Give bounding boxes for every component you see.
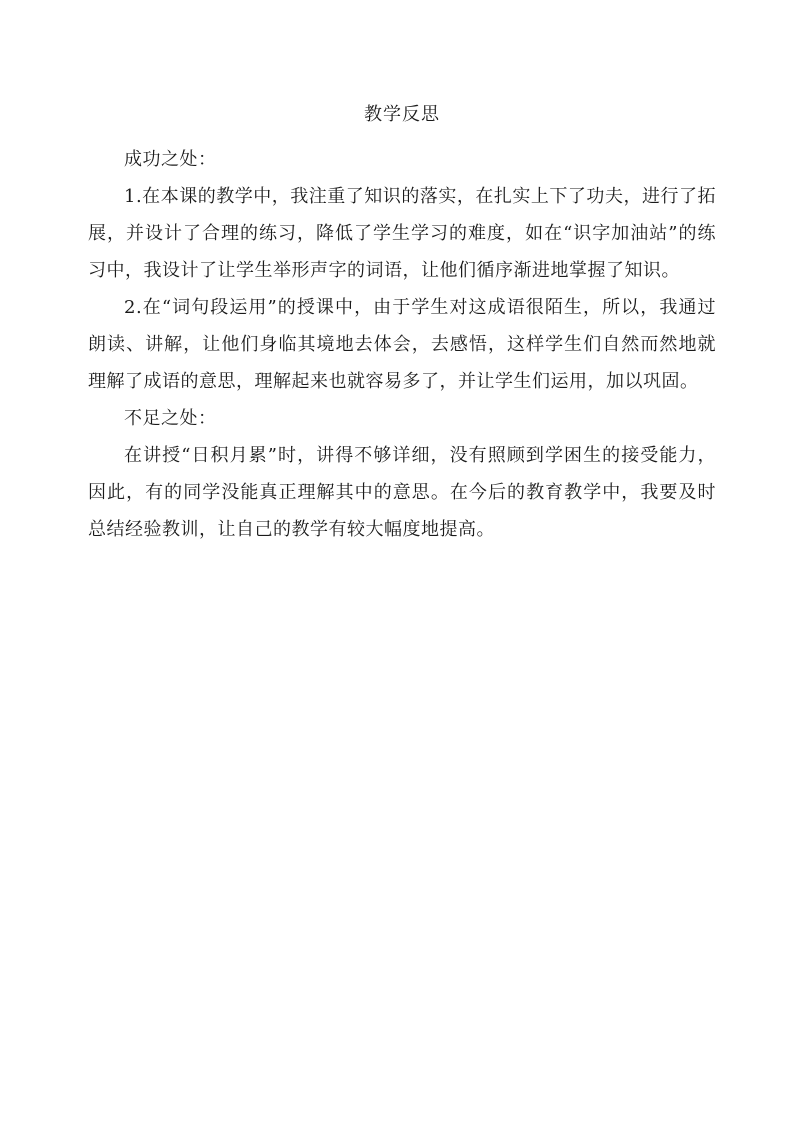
success-heading: 成功之处： [124,149,217,170]
document-body [88,103,716,548]
success-item-2: 2.在“词句段运用”的授课中，由于学生对这成语很陌生，所以，我通过朗读、讲解，让他们身临其境地去体会，去感悟，这样学生们自然而然地就理解了成语的意思，理解起来也就容易多了，并让学生们运用，加以巩固。 [88,297,716,392]
shortcoming-paragraph: 在讲授“日积月累”时，讲得不够详细，没有照顾到学困生的接受能力，因此，有的同学没能真正理解其中的意思。在今后的教育教学中，我要及时总结经验教训，让自己的教学有较大幅度地提高。 [88,445,716,540]
success-item-1: 1.在本课的教学中，我注重了知识的落实，在扎实上下了功夫，进行了拓展，并设计了合理的练习，降低了学生学习的难度，如在“识字加油站”的练习中，我设计了让学生举形声字的词语，让他们循序渐进地掌握了知识。 [88,186,716,281]
page-title: 教学反思 [364,104,440,125]
shortcoming-heading: 不足之处： [124,408,217,429]
